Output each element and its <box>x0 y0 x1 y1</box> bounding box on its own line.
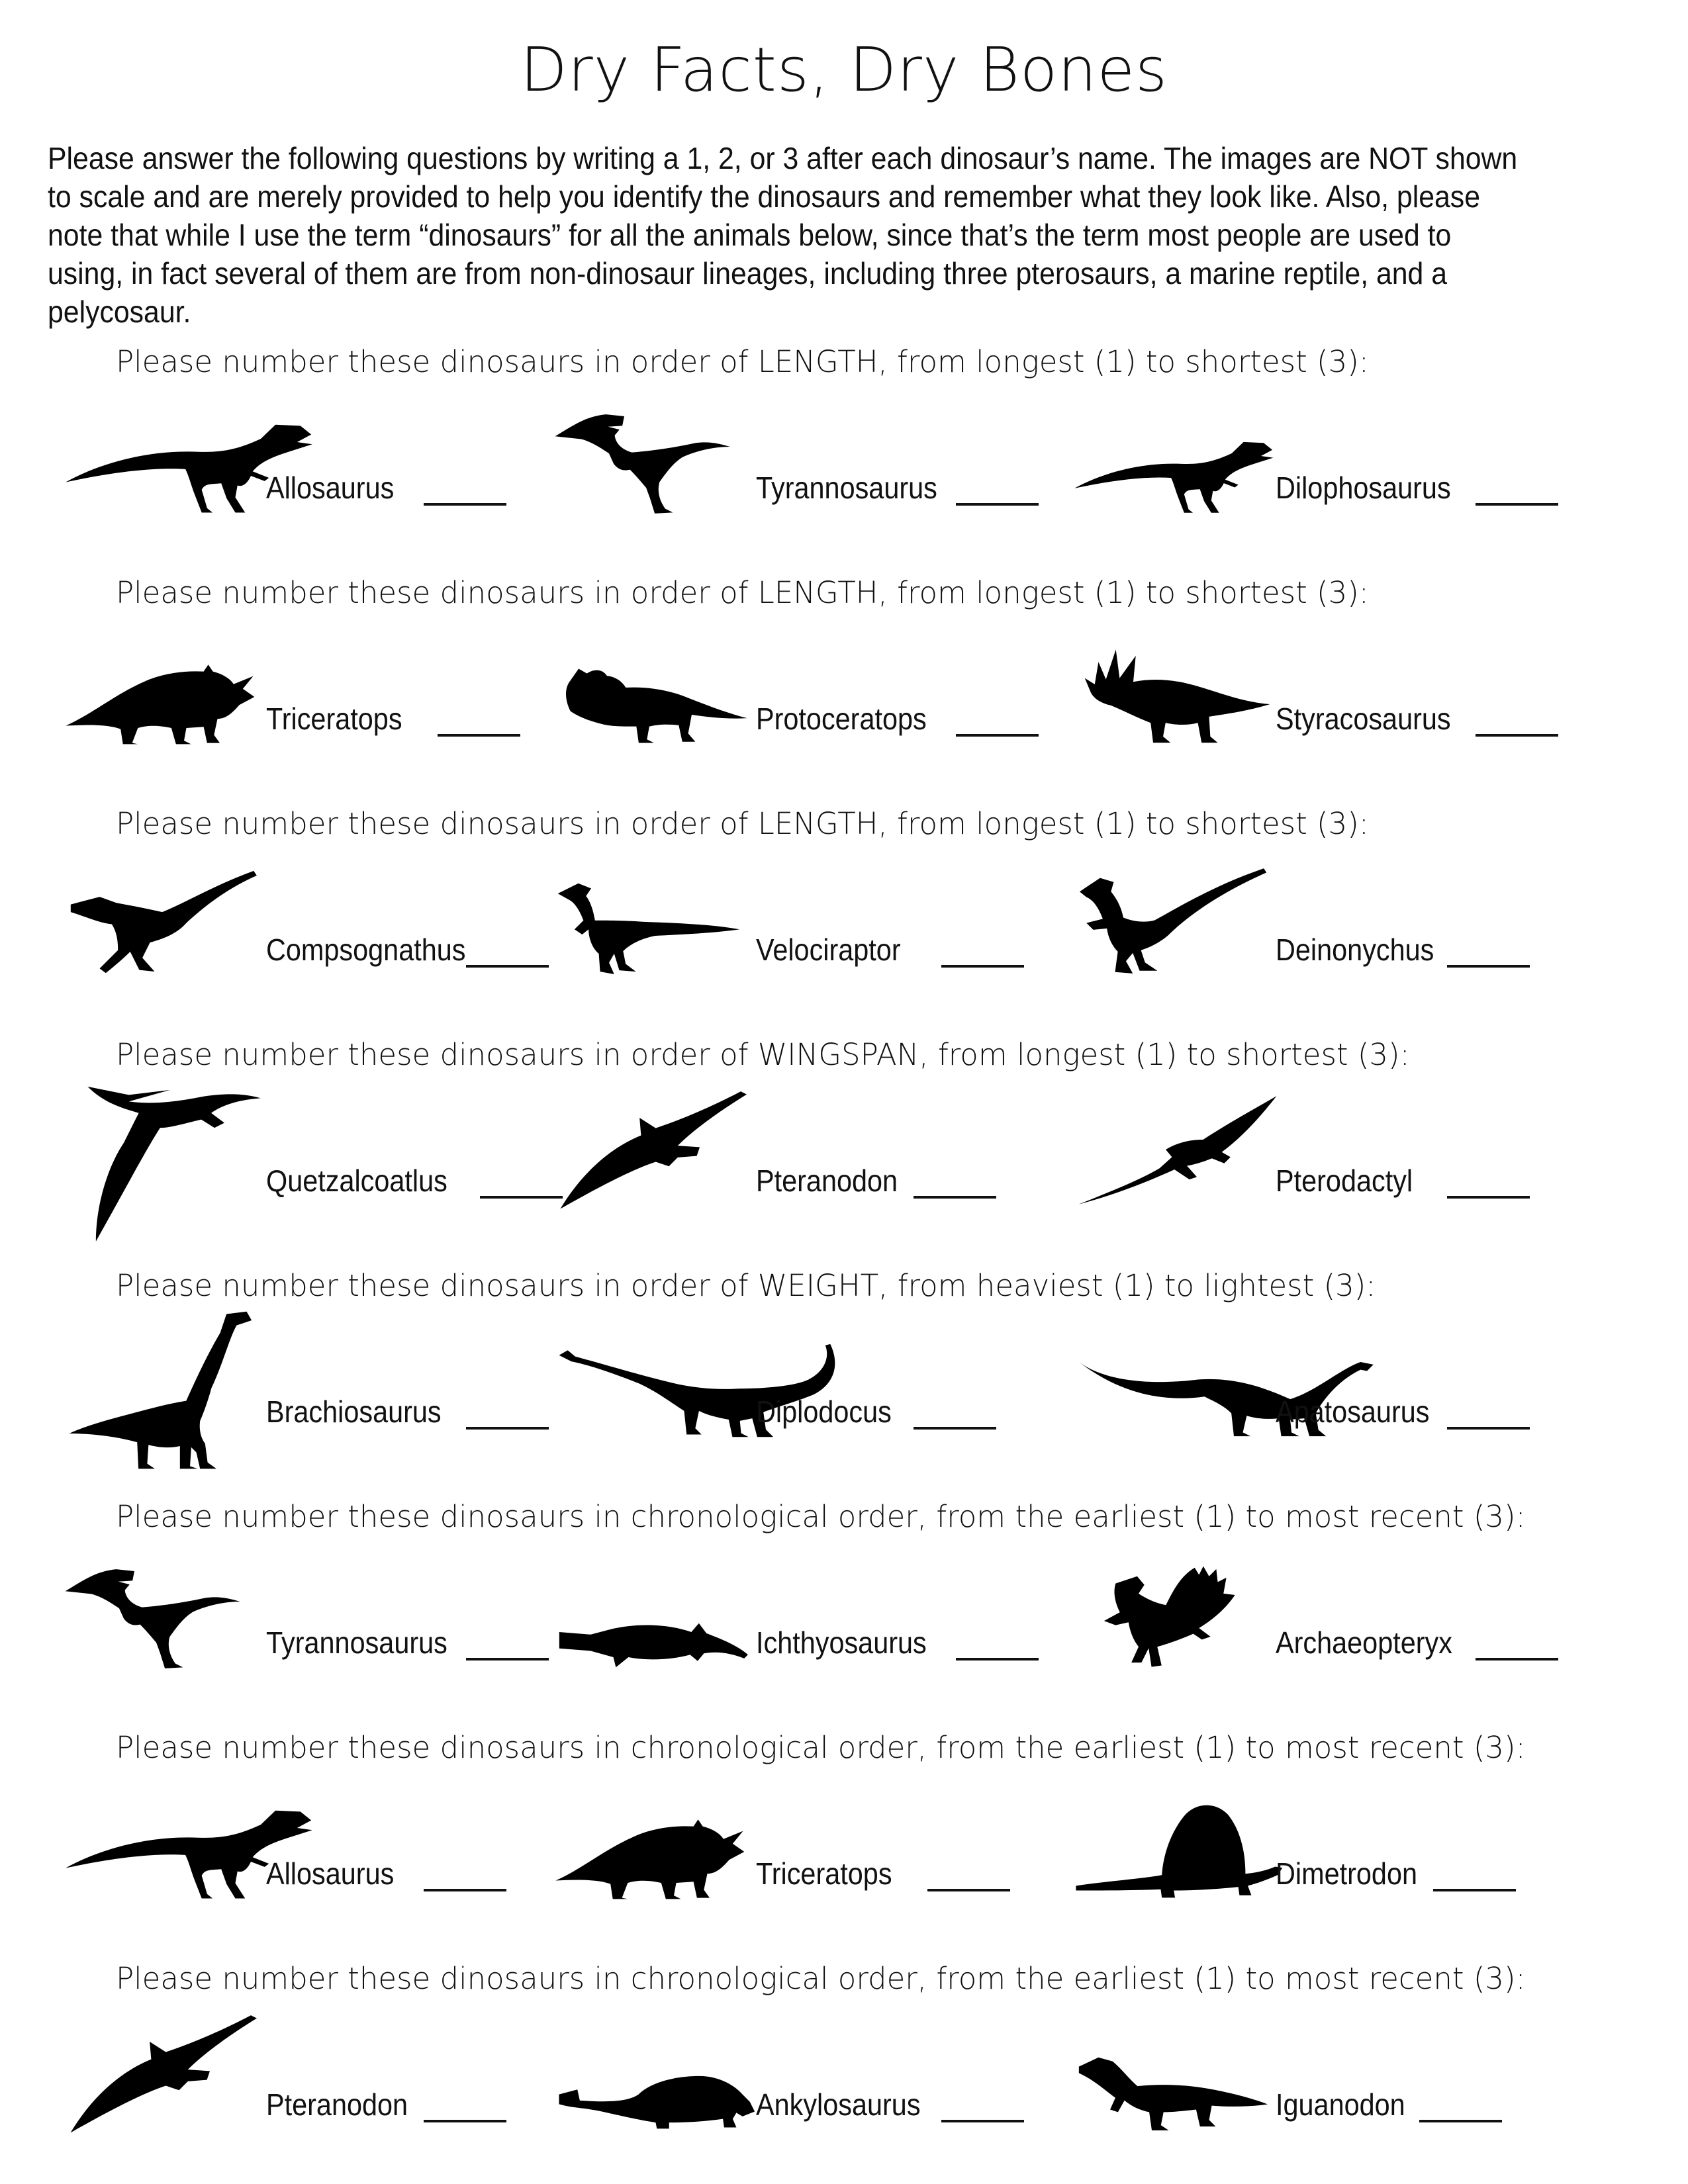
styracosaurus-icon <box>1072 643 1274 746</box>
compsognathus-icon <box>63 866 261 977</box>
question-8 <box>0 1961 1688 2179</box>
dinosaur-name-label: Brachiosaurus <box>266 1394 442 1429</box>
answer-blank[interactable] <box>1433 1889 1516 1891</box>
dinosaur-item <box>63 1037 592 1255</box>
iguanodon-icon <box>1072 2047 1271 2132</box>
dinosaur-item <box>553 1961 1082 2179</box>
dinosaur-item <box>1072 1499 1602 1717</box>
answer-blank[interactable] <box>941 965 1024 968</box>
dinosaur-name-label: Archaeopteryx <box>1276 1625 1452 1660</box>
pteranodon-icon <box>63 2001 261 2136</box>
ankylosaurus-icon <box>553 2068 758 2132</box>
question-prompt: Please number these dinosaurs in chronological order, from the earliest (1) to most recent (3): <box>116 1730 1526 1765</box>
dinosaur-item <box>63 344 592 563</box>
dinosaur-item <box>553 344 1082 563</box>
dinosaur-name-label: Protoceratops <box>756 702 927 736</box>
answer-blank[interactable] <box>466 1427 549 1430</box>
dinosaur-item <box>553 806 1082 1024</box>
dinosaur-name-label: Dilophosaurus <box>1276 471 1451 505</box>
question-6 <box>0 1499 1688 1717</box>
question-5 <box>0 1268 1688 1486</box>
instructions-paragraph: Please answer the following questions by writing a 1, 2, or 3 after each dinosaur’s name. The images are NOT shown to scale and are merely provided to help you identify the dinosaurs and remember what they look like. Also, please note that while I use the term “dinosaurs” for all the animals below, since that’s the term most people are used to using, in fact several of them are from non-dinosaur lineages, including three pterosaurs, a marine reptile, and a pelycosaur. <box>48 141 1518 329</box>
dinosaur-name-label: Triceratops <box>756 1856 892 1891</box>
protoceratops-icon <box>553 660 750 746</box>
dinosaur-name-label: Ichthyosaurus <box>756 1625 927 1660</box>
dinosaur-item <box>553 1499 1082 1717</box>
dinosaur-name-label: Dimetrodon <box>1276 1856 1418 1891</box>
triceratops-icon <box>63 657 256 746</box>
dimetrodon-icon <box>1072 1796 1284 1901</box>
answer-blank[interactable] <box>1476 503 1558 506</box>
dinosaur-item <box>63 1730 592 1948</box>
question-prompt: Please number these dinosaurs in order of LENGTH, from longest (1) to shortest (3): <box>116 344 1369 379</box>
question-1 <box>0 344 1688 563</box>
question-prompt: Please number these dinosaurs in order of LENGTH, from longest (1) to shortest (3): <box>116 575 1369 610</box>
dinosaur-item <box>63 575 592 794</box>
dinosaur-item <box>553 575 1082 794</box>
dinosaur-item <box>553 1037 1082 1255</box>
answer-blank[interactable] <box>466 965 549 968</box>
question-prompt: Please number these dinosaurs in order of WEIGHT, from heaviest (1) to lightest (3): <box>116 1268 1376 1303</box>
dinosaur-item <box>1072 1268 1602 1486</box>
dinosaur-item <box>1072 1037 1602 1255</box>
dinosaur-name-label: Compsognathus <box>266 933 466 967</box>
dinosaur-name-label: Allosaurus <box>266 471 395 505</box>
answer-blank[interactable] <box>424 2120 506 2122</box>
dinosaur-name-label: Ankylosaurus <box>756 2087 921 2122</box>
dinosaur-item <box>1072 806 1602 1024</box>
dinosaur-item <box>63 806 592 1024</box>
pteranodon-icon <box>553 1077 751 1212</box>
answer-blank[interactable] <box>956 503 1039 506</box>
answer-blank[interactable] <box>956 1658 1039 1661</box>
dinosaur-name-label: Allosaurus <box>266 1856 395 1891</box>
dinosaur-item <box>1072 1730 1602 1948</box>
answer-blank[interactable] <box>914 1427 996 1430</box>
quetzalcoatlus-icon <box>63 1077 265 1246</box>
page-title: Dry Facts, Dry Bones <box>520 34 1168 105</box>
dinosaur-name-label: Diplodocus <box>756 1394 892 1429</box>
answer-blank[interactable] <box>1476 1658 1558 1661</box>
brachiosaurus-icon <box>63 1308 255 1471</box>
answer-blank[interactable] <box>466 1658 549 1661</box>
answer-blank[interactable] <box>424 503 506 506</box>
answer-blank[interactable] <box>927 1889 1010 1891</box>
answer-blank[interactable] <box>480 1196 563 1199</box>
question-prompt: Please number these dinosaurs in order of WINGSPAN, from longest (1) to shortest (3): <box>116 1037 1410 1072</box>
answer-blank[interactable] <box>1476 734 1558 737</box>
dinosaur-item <box>553 1730 1082 1948</box>
answer-blank[interactable] <box>438 734 520 737</box>
answer-blank[interactable] <box>914 1196 996 1199</box>
deinonychus-icon <box>1072 864 1271 977</box>
dinosaur-name-label: Pterodactyl <box>1276 1163 1413 1198</box>
answer-blank[interactable] <box>956 734 1039 737</box>
tyrannosaurus-icon <box>553 408 731 515</box>
dinosaur-name-label: Iguanodon <box>1276 2087 1405 2122</box>
answer-blank[interactable] <box>941 2120 1024 2122</box>
question-prompt: Please number these dinosaurs in chronological order, from the earliest (1) to most recent (3): <box>116 1499 1526 1534</box>
dinosaur-name-label: Triceratops <box>266 702 402 736</box>
dinosaur-name-label: Tyrannosaurus <box>266 1625 447 1660</box>
dilophosaurus-icon <box>1072 435 1278 515</box>
tyrannosaurus-icon <box>63 1563 242 1670</box>
dinosaur-item <box>63 1268 592 1486</box>
dinosaur-item <box>1072 1961 1602 2179</box>
dinosaur-name-label: Tyrannosaurus <box>756 471 937 505</box>
answer-blank[interactable] <box>1447 1427 1530 1430</box>
question-prompt: Please number these dinosaurs in order of LENGTH, from longest (1) to shortest (3): <box>116 806 1369 841</box>
dinosaur-name-label: Velociraptor <box>756 933 901 967</box>
ichthyosaurus-icon <box>553 1607 751 1670</box>
answer-blank[interactable] <box>1447 965 1530 968</box>
archaeopteryx-icon <box>1072 1562 1238 1670</box>
dinosaur-name-label: Pteranodon <box>266 2087 408 2122</box>
question-4 <box>0 1037 1688 1255</box>
dinosaur-item <box>553 1268 1082 1486</box>
question-7 <box>0 1730 1688 1948</box>
dinosaur-name-label: Pteranodon <box>756 1163 898 1198</box>
dinosaur-item <box>1072 575 1602 794</box>
dinosaur-item <box>1072 344 1602 563</box>
answer-blank[interactable] <box>1419 2120 1502 2122</box>
dinosaur-name-label: Deinonychus <box>1276 933 1434 967</box>
dinosaur-item <box>63 1499 592 1717</box>
dinosaur-name-label: Styracosaurus <box>1276 702 1451 736</box>
velociraptor-icon <box>553 874 745 977</box>
dinosaur-item <box>63 1961 592 2179</box>
triceratops-icon <box>553 1811 746 1901</box>
question-3 <box>0 806 1688 1024</box>
answer-blank[interactable] <box>1447 1196 1530 1199</box>
dinosaur-name-label: Apatosaurus <box>1276 1394 1430 1429</box>
question-prompt: Please number these dinosaurs in chronological order, from the earliest (1) to most recent (3): <box>116 1961 1526 1996</box>
answer-blank[interactable] <box>424 1889 506 1891</box>
pterodactyl-icon <box>1072 1092 1281 1208</box>
question-2 <box>0 575 1688 794</box>
dinosaur-name-label: Quetzalcoatlus <box>266 1163 447 1198</box>
